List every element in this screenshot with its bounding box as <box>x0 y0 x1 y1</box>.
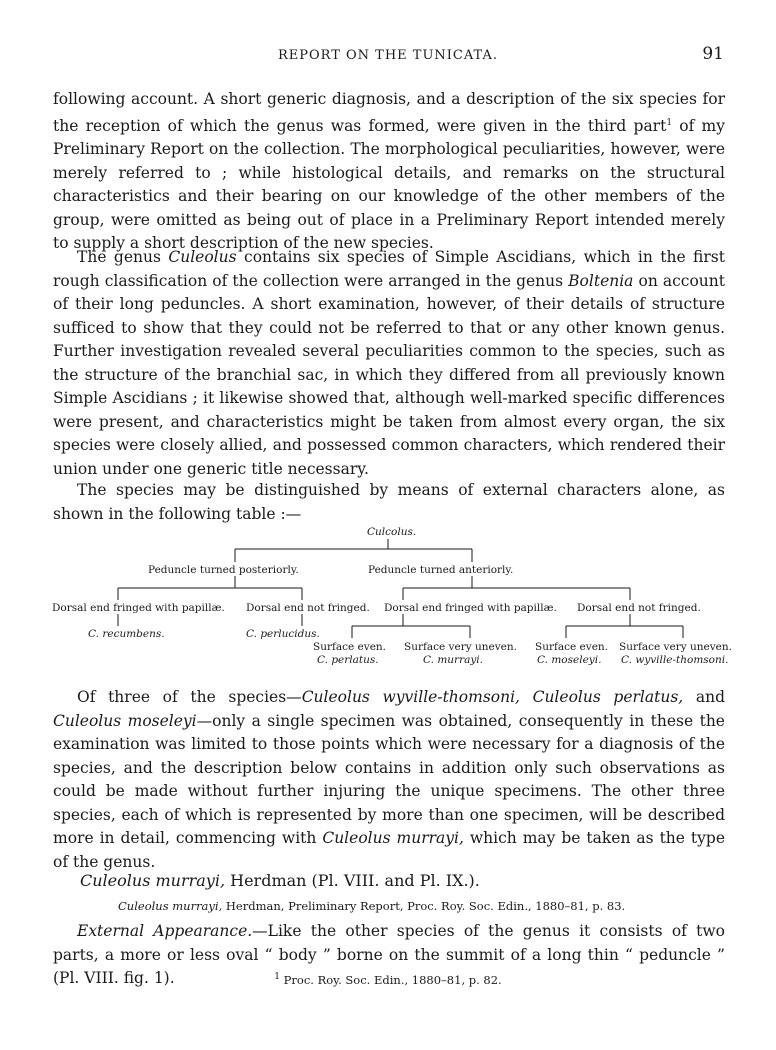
paragraph-1 <box>53 88 725 256</box>
diagram-s2: Surface very uneven. <box>404 641 517 653</box>
paragraph-4-and: and <box>683 688 725 706</box>
diagram-r2: Dorsal end not fringed. <box>577 602 701 614</box>
paragraph-4 <box>53 686 725 874</box>
footnote-text: Proc. Roy. Soc. Edin., 1880–81, p. 82. <box>280 972 502 987</box>
species-heading-author: Herdman (Pl. VIII. and Pl. IX.). <box>225 871 480 890</box>
paragraph-4-a: Of three of the species— <box>77 688 302 706</box>
species-heading-name: Culeolus murrayi, <box>80 871 226 890</box>
paragraph-1-text-rest: of my Preliminary Report on the collection. The morphological peculiarities, however, were merely referred to ; while histological details, and remarks on the structural characteristics and their bearing on our knowledge of the other members of the group, were omitted as being out of place in a Preliminary Report intended merely to supply a short description of the new species. <box>53 116 725 253</box>
paragraph-4-species-3: Culeolus murrayi, <box>322 829 464 847</box>
paragraph-4-species-1: Culeolus wyville-thomsoni, Culeolus perlatus, <box>301 688 684 706</box>
diagram-s1: Surface even. <box>313 641 387 653</box>
paragraph-5-heading: External Appearance. <box>77 922 253 940</box>
diagram-species-perlucidus: C. perlucidus. <box>246 628 320 640</box>
paragraph-1-text: following account. A short generic diagnosis, and a description of the six species for the reception of which the genus was formed, were given in the third part <box>53 90 725 135</box>
diagram-r1: Dorsal end fringed with papillæ. <box>384 602 557 614</box>
species-heading <box>80 871 480 890</box>
paragraph-3-text: The species may be distinguished by means of external characters alone, as shown in the following table :— <box>53 481 725 523</box>
diagram-left-branch: Peduncle turned posteriorly. <box>148 564 299 576</box>
diagram-s3: Surface even. <box>535 641 609 653</box>
citation-name: Culeolus murrayi, <box>118 899 223 913</box>
diagram-species-moseleyi: C. moseleyi. <box>537 654 602 666</box>
diagram-species-wyville: C. wyville-thomsoni. <box>621 654 729 666</box>
citation-rest: Herdman, Preliminary Report, Proc. Roy. Soc. Edin., 1880–81, p. 83. <box>222 899 626 913</box>
paragraph-4-b: —only a single specimen was obtained, consequently in these the examination was limited to those points which were necessary for a diagnosis of the species, and the description below contains in addition only such observations as could be made without further injuring the unique specimens. The other three species, each of which is represented by more than one specimen, will be described more in detail, commencing with <box>53 711 725 847</box>
page-header <box>0 44 776 68</box>
footnote-mark-bottom: 1 <box>274 972 280 982</box>
species-citation <box>118 899 625 913</box>
genus-culeolus: Culeolus <box>168 248 237 266</box>
paragraph-2 <box>53 246 725 481</box>
diagram-species-recumbens: C. recumbens. <box>88 628 165 640</box>
paragraph-5-text: —Like the other species of the genus it consists of two parts, a more or less oval “ body ” borne on the summit of a long thin “ peduncle ” (Pl. VIII. fig. 1). <box>53 922 725 987</box>
paragraph-2-a: The genus <box>77 248 169 266</box>
running-title: REPORT ON THE TUNICATA. <box>277 48 499 63</box>
diagram-l2: Dorsal end not fringed. <box>246 602 370 614</box>
paragraph-4-species-2: Culeolus moseleyi <box>53 711 197 730</box>
paragraph-2-c: on account of their long peduncles. A short examination, however, of their details of structure sufficed to show that they could not be referred to that or any other known genus. Further investigation revealed several peculiarities common to the species, such as the structure of the branchial sac, in which they differed from all previously known Simple Ascidians ; it likewise showed that, although well-marked specific differences were present, and characteristics might be taken from almost every organ, the six species were closely allied, and possessed common characters, which rendered their union under one generic title necessary. <box>53 271 725 478</box>
page-number: 91 <box>702 44 724 64</box>
paragraph-2-b: contains six species of Simple Ascidians, which in the first rough classification of the collection were arranged in the genus <box>53 248 725 290</box>
diagram-root: Culcolus. <box>367 526 417 538</box>
diagram-species-perlatus: C. perlatus. <box>317 654 379 666</box>
paragraph-4-c: which may be taken as the type of the genus. <box>53 829 725 871</box>
footnote-mark: 1 <box>666 117 673 128</box>
genus-boltenia: Boltenia <box>568 271 634 290</box>
paragraph-3 <box>53 479 725 526</box>
diagram-l1: Dorsal end fringed with papillæ. <box>52 602 225 614</box>
footnote <box>0 972 776 987</box>
diagram-species-murrayi: C. murrayi. <box>423 654 483 666</box>
diagram-right-branch: Peduncle turned anteriorly. <box>368 564 514 576</box>
diagram-s4: Surface very uneven. <box>619 641 732 653</box>
